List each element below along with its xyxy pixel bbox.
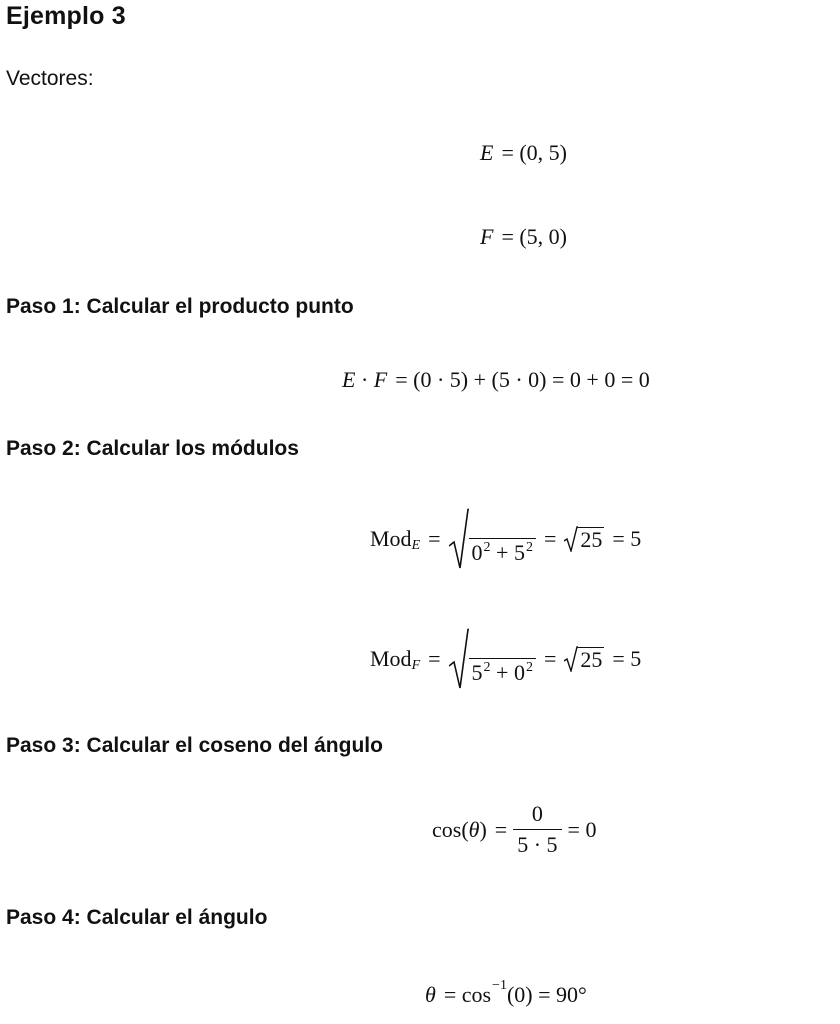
mod-e-term1: 0 xyxy=(471,540,483,565)
radical-icon xyxy=(564,646,578,672)
cos-result: = 0 xyxy=(567,816,597,842)
intro-text: Vectores: xyxy=(6,67,94,90)
mod-f-equals: = xyxy=(428,646,441,671)
mod-f-subscript: F xyxy=(411,658,421,673)
mod-e-sqrt-value: 25 xyxy=(580,526,603,552)
mod-f-result: = 5 xyxy=(612,646,642,671)
cos-lhs-pre: cos( xyxy=(432,816,469,842)
cos-lhs-post: ) xyxy=(479,816,487,842)
vector-e-value: = (0, 5) xyxy=(501,140,568,165)
vector-f-name: F xyxy=(480,224,494,249)
modulus-f-equation xyxy=(370,628,641,690)
mod-f-sqrt-small xyxy=(564,646,604,672)
dot-operator: · xyxy=(355,367,374,392)
mod-e-result: = 5 xyxy=(612,526,642,551)
cos-theta: θ xyxy=(468,816,480,842)
angle-exp: −1 xyxy=(492,978,507,993)
mod-e-equals-2: = xyxy=(543,526,557,551)
vector-e-equation xyxy=(480,142,567,164)
mod-e-term1-exp: 2 xyxy=(483,540,491,555)
mod-e-term2: + 5 xyxy=(496,540,525,565)
vector-f-value: = (5, 0) xyxy=(501,224,568,249)
mod-e-equals: = xyxy=(428,526,441,551)
radical-icon xyxy=(449,508,469,570)
mod-f-term2-exp: 2 xyxy=(525,660,533,675)
dot-lhs-e: E xyxy=(342,367,356,392)
step-3-heading: Paso 3: Calcular el coseno del ángulo xyxy=(6,734,383,757)
dot-lhs-f: F xyxy=(373,367,388,392)
angle-rhs-pre: = cos xyxy=(443,982,492,1007)
angle-rhs-post: (0) = 90° xyxy=(506,982,587,1007)
angle-theta: θ xyxy=(425,982,436,1007)
mod-f-term2: + 0 xyxy=(496,660,525,685)
step-4-heading: Paso 4: Calcular el ángulo xyxy=(6,906,268,929)
mod-f-term1-exp: 2 xyxy=(483,660,491,675)
mod-f-sqrt-value: 25 xyxy=(580,646,603,672)
modulus-e-equation xyxy=(370,508,641,570)
mod-e-sqrt-large xyxy=(449,508,536,570)
mod-f-term1: 5 xyxy=(471,660,483,685)
dot-rhs: = (0 · 5) + (5 · 0) = 0 + 0 = 0 xyxy=(395,367,650,392)
mod-e-subscript: E xyxy=(411,538,421,553)
vector-e-name: E xyxy=(480,140,494,165)
cos-equals: = xyxy=(494,816,508,842)
cos-denominator: 5 · 5 xyxy=(513,829,561,856)
mod-f-label: Mod xyxy=(370,646,412,671)
mod-e-label: Mod xyxy=(370,526,412,551)
angle-equation xyxy=(425,978,587,1007)
cos-fraction xyxy=(513,803,561,856)
mod-e-term2-exp: 2 xyxy=(525,540,533,555)
dot-product-equation xyxy=(342,369,650,391)
step-1-heading: Paso 1: Calcular el producto punto xyxy=(6,295,354,318)
cosine-equation xyxy=(432,803,596,856)
cos-numerator: 0 xyxy=(531,801,543,826)
mod-f-sqrt-large xyxy=(449,628,536,690)
radical-icon xyxy=(564,526,578,552)
radical-icon xyxy=(449,628,469,690)
step-2-heading: Paso 2: Calcular los módulos xyxy=(6,437,299,460)
page-title: Ejemplo 3 xyxy=(6,2,126,30)
mod-f-equals-2: = xyxy=(543,646,557,671)
vector-f-equation xyxy=(480,226,567,248)
mod-e-sqrt-small xyxy=(564,526,604,552)
